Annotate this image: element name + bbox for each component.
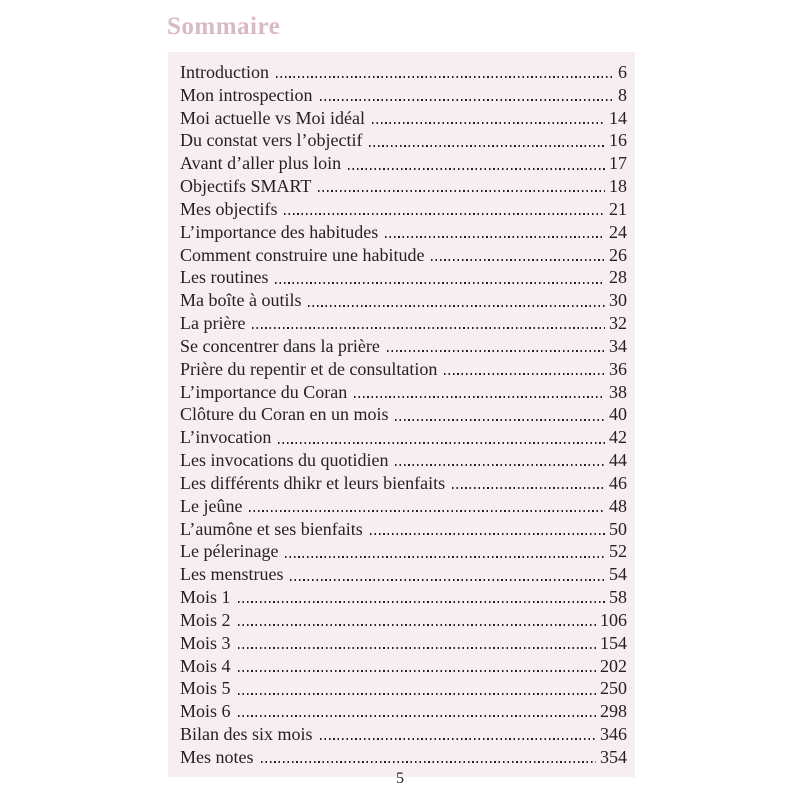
toc-entry-page: 44 (609, 450, 627, 471)
toc-entry-page: 40 (609, 404, 627, 425)
dot-leader (395, 419, 605, 421)
toc-panel (168, 52, 635, 777)
toc-entry-label: Les routines (180, 267, 269, 288)
toc-entry (180, 358, 627, 381)
toc-entry-page: 346 (600, 724, 627, 745)
dot-leader (452, 487, 605, 489)
toc-entry (180, 61, 627, 84)
toc-entry-page: 28 (609, 267, 627, 288)
toc-entry-page: 42 (609, 427, 627, 448)
toc-entry (180, 221, 627, 244)
dot-leader (320, 99, 615, 101)
dot-leader (275, 282, 605, 284)
toc-entry-label: Se concentrer dans la prière (180, 335, 380, 356)
toc-entry-page: 354 (600, 746, 627, 767)
toc-entry (180, 540, 627, 563)
toc-entry-label: L’invocation (180, 427, 272, 448)
dot-leader (238, 647, 596, 649)
toc-entry-page: 52 (609, 541, 627, 562)
dot-leader (431, 259, 605, 261)
toc-entry (180, 403, 627, 426)
dot-leader (444, 373, 605, 375)
toc-entry-label: Les invocations du quotidien (180, 450, 389, 471)
dot-leader (372, 122, 605, 124)
dot-leader (395, 464, 605, 466)
dot-leader (318, 190, 605, 192)
page-title: Sommaire (167, 13, 281, 40)
toc-entry-page: 18 (609, 176, 627, 197)
toc-entry (180, 289, 627, 312)
toc-entry-page: 8 (618, 84, 627, 105)
toc-entry-page: 30 (609, 290, 627, 311)
dot-leader (261, 761, 597, 763)
toc-entry-label: Mois 1 (180, 587, 231, 608)
toc-entry-label: Le pélerinage (180, 541, 279, 562)
toc-entry-label: Mois 3 (180, 632, 231, 653)
dot-leader (348, 168, 605, 170)
dot-leader (284, 213, 605, 215)
dot-leader (370, 533, 605, 535)
toc-entry-label: L’importance des habitudes (180, 221, 379, 242)
dot-leader (354, 396, 605, 398)
toc-entry-page: 54 (609, 564, 627, 585)
toc-entry-label: Mois 6 (180, 701, 231, 722)
toc-entry (180, 198, 627, 221)
dot-leader (238, 624, 596, 626)
toc-entry-page: 14 (609, 107, 627, 128)
toc-entry (180, 449, 627, 472)
dot-leader (252, 327, 605, 329)
dot-leader (238, 601, 605, 603)
dot-leader (278, 442, 605, 444)
toc-entry (180, 472, 627, 495)
toc-entry (180, 335, 627, 358)
toc-entry-page: 34 (609, 335, 627, 356)
toc-entry-page: 16 (609, 130, 627, 151)
toc-entry-page: 58 (609, 587, 627, 608)
toc-entry-label: Bilan des six mois (180, 724, 313, 745)
dot-leader (290, 579, 605, 581)
toc-entry-page: 48 (609, 495, 627, 516)
toc-entry (180, 700, 627, 723)
toc-entry (180, 175, 627, 198)
toc-entry-label: Mois 4 (180, 655, 231, 676)
toc-entry-page: 17 (609, 153, 627, 174)
dot-leader (249, 510, 605, 512)
toc-entry-page: 106 (600, 609, 627, 630)
toc-list (180, 61, 627, 769)
toc-entry (180, 723, 627, 746)
toc-entry-label: Mois 5 (180, 678, 231, 699)
toc-entry (180, 129, 627, 152)
toc-entry-label: L’aumône et ses bienfaits (180, 518, 363, 539)
toc-entry (180, 244, 627, 267)
toc-entry-label: Introduction (180, 62, 269, 82)
toc-entry (180, 632, 627, 655)
toc-entry (180, 518, 627, 541)
dot-leader (385, 236, 605, 238)
toc-entry (180, 563, 627, 586)
toc-entry-page: 250 (600, 678, 627, 699)
toc-entry-page: 298 (600, 701, 627, 722)
toc-entry (180, 677, 627, 700)
toc-entry-label: Comment construire une habitude (180, 244, 425, 265)
toc-entry-page: 21 (609, 198, 627, 219)
toc-entry (180, 426, 627, 449)
toc-entry-label: Avant d’aller plus loin (180, 153, 342, 174)
dot-leader (320, 738, 596, 740)
toc-entry-page: 24 (609, 221, 627, 242)
toc-entry-page: 32 (609, 313, 627, 334)
toc-entry-label: Ma boîte à outils (180, 290, 302, 311)
toc-entry-label: Mes objectifs (180, 198, 278, 219)
toc-entry-label: Du constat vers l’objectif (180, 130, 363, 151)
toc-entry-label: Les différents dhikr et leurs bienfaits (180, 472, 446, 493)
toc-entry-page: 154 (600, 632, 627, 653)
toc-entry-page: 46 (609, 472, 627, 493)
toc-entry-label: Prière du repentir et de consultation (180, 358, 438, 379)
toc-entry-label: Mon introspection (180, 84, 313, 105)
toc-entry-label: Objectifs SMART (180, 176, 312, 197)
toc-entry-page: 50 (609, 518, 627, 539)
dot-leader (308, 305, 605, 307)
dot-leader (238, 670, 596, 672)
toc-entry-label: Les menstrues (180, 564, 284, 585)
toc-entry-label: Clôture du Coran en un mois (180, 404, 389, 425)
toc-entry-label: Moi actuelle vs Moi idéal (180, 107, 365, 128)
toc-entry-label: L’importance du Coran (180, 381, 348, 402)
toc-entry-label: Le jeûne (180, 495, 243, 516)
toc-entry-page: 36 (609, 358, 627, 379)
dot-leader (238, 715, 596, 717)
toc-entry (180, 586, 627, 609)
toc-entry (180, 152, 627, 175)
toc-entry-label: Mes notes (180, 746, 254, 767)
toc-entry-page: 38 (609, 381, 627, 402)
folio-page-number: 5 (396, 770, 404, 787)
toc-entry (180, 495, 627, 518)
toc-entry-page: 6 (618, 62, 627, 82)
toc-entry (180, 266, 627, 289)
toc-entry (180, 107, 627, 130)
dot-leader (369, 145, 605, 147)
toc-entry (180, 655, 627, 678)
toc-entry-label: La prière (180, 313, 246, 334)
toc-entry-page: 202 (600, 655, 627, 676)
toc-entry (180, 609, 627, 632)
dot-leader (285, 556, 605, 558)
toc-entry (180, 312, 627, 335)
dot-leader (387, 350, 605, 352)
toc-entry-label: Mois 2 (180, 609, 231, 630)
dot-leader (276, 76, 614, 78)
toc-entry (180, 746, 627, 769)
toc-entry (180, 381, 627, 404)
toc-entry (180, 84, 627, 107)
toc-entry-page: 26 (609, 244, 627, 265)
dot-leader (238, 693, 596, 695)
